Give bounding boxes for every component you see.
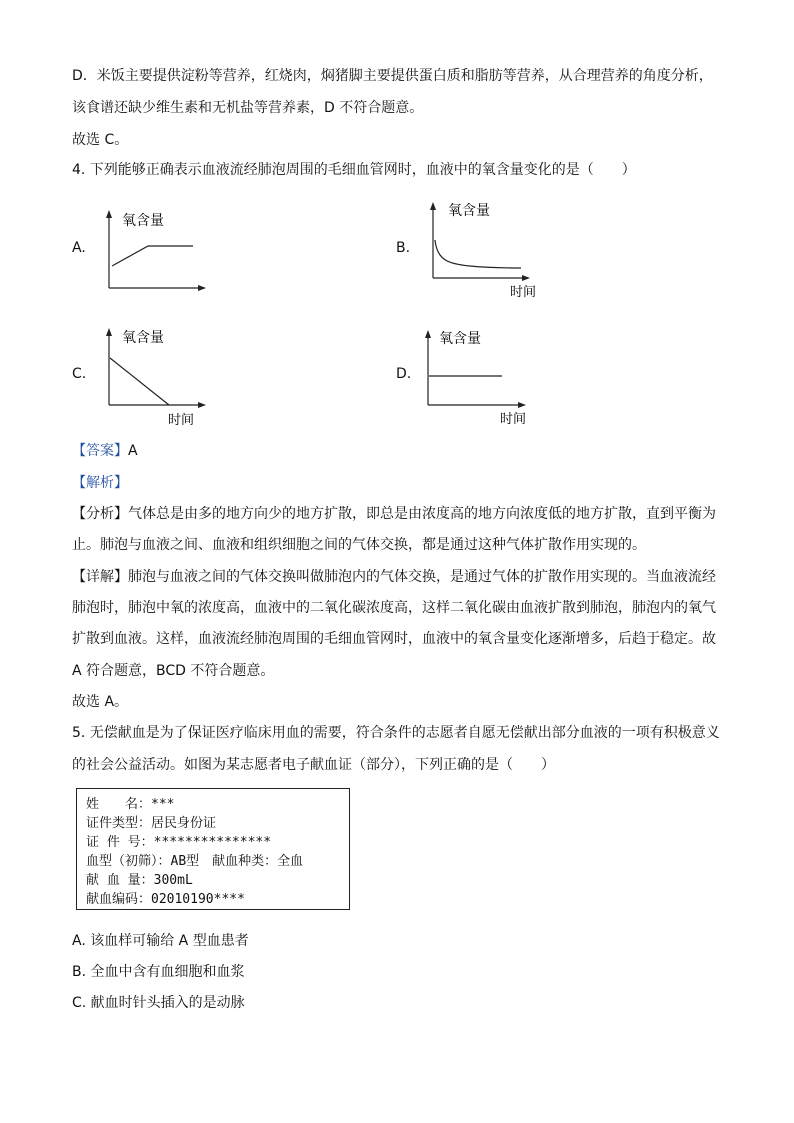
graph-a-letter: A. <box>72 240 86 256</box>
xiangjie-line3: 扩散到血液。这样，血液流经肺泡周围的毛细血管网时，血液中的氧含量变化逐渐增多，后趋于稳定。故 <box>72 631 716 647</box>
graph-b-xlabel: 时间 <box>510 285 537 300</box>
xiangjie-tag: 【详解】 <box>72 569 128 585</box>
cert-id-type-row: 证件类型：居民身份证 <box>86 816 217 831</box>
fenxi-text1: 气体总是由多的地方向少的地方扩散，即总是由浓度高的地方向浓度低的地方扩散，直到平衡为 <box>128 506 716 522</box>
graph-b <box>420 198 540 300</box>
choose-c-text: 故选 C。 <box>72 132 129 148</box>
xiangjie-text1: 肺泡与血液之间的气体交换叫做肺泡内的气体交换，是通过气体的扩散作用实现的。当血液流经 <box>128 569 716 585</box>
q5-option-a: A. 该血样可输给 A 型血患者 <box>72 933 249 949</box>
analysis-heading <box>72 473 128 493</box>
option-d-explanation-line1: D．米饭主要提供淀粉等营养，红烧肉，焖猪脚主要提供蛋白质和脂肪等营养，从合理营养的角度分析， <box>72 68 713 84</box>
cert-id-number-row: 证 件 号：*************** <box>86 835 272 850</box>
graph-d-letter: D. <box>396 366 412 382</box>
cert-volume-row: 献 血 量：300mL <box>86 873 193 888</box>
fenxi-line1 <box>72 504 716 524</box>
cert-name-row: 姓 名：*** <box>86 797 175 812</box>
graph-b-letter: B. <box>396 240 411 256</box>
graph-b-x-arrow <box>522 275 530 281</box>
graph-c-letter: C. <box>72 366 87 382</box>
fenxi-tag: 【分析】 <box>72 506 128 522</box>
fenxi-line2: 止。肺泡与血液之间、血液和组织细胞之间的气体交换，都是通过这种气体扩散作用实现的。 <box>72 537 646 553</box>
answer-line <box>72 441 138 461</box>
option-d-explanation-line2: 该食谱还缺少维生素和无机盐等营养素，D 不符合题意。 <box>72 100 424 116</box>
xiangjie-line4: A 符合题意，BCD 不符合题意。 <box>72 663 275 679</box>
graph-d <box>420 326 540 428</box>
q5-option-c: C. 献血时针头插入的是动脉 <box>72 995 245 1011</box>
xiangjie-line2: 肺泡时，肺泡中氧的浓度高，血液中的二氧化碳浓度高，这样二氧化碳由血液扩散到肺泡，肺泡内的氧气 <box>72 600 716 616</box>
question-5-stem-line2: 的社会公益活动。如图为某志愿者电子献血证（部分），下列正确的是（ ） <box>72 757 555 773</box>
choose-a-text: 故选 A。 <box>72 694 129 710</box>
answer-value: A <box>128 443 138 459</box>
cert-code-row: 献血编码：02010190**** <box>86 892 245 907</box>
graph-c-line <box>110 358 169 405</box>
graph-d-y-arrow <box>425 330 431 338</box>
graph-c <box>96 324 216 430</box>
graph-c-ylabel: 氧含量 <box>122 330 164 346</box>
question-5-stem-line1: 5. 无偿献血是为了保证医疗临床用血的需要，符合条件的志愿者自愿无偿献出部分血液的一项有积极意义 <box>72 725 720 741</box>
graph-a <box>96 206 216 296</box>
graph-a-y-arrow <box>106 210 112 218</box>
graph-c-xlabel: 时间 <box>168 413 195 428</box>
graph-c-y-arrow <box>106 328 112 336</box>
analysis-tag: 【解析】 <box>72 475 128 491</box>
graph-c-x-arrow <box>198 402 206 408</box>
graph-b-ylabel: 氧含量 <box>448 203 490 219</box>
graph-d-xlabel: 时间 <box>500 412 527 427</box>
graph-d-ylabel: 氧含量 <box>439 331 481 347</box>
graph-a-x-arrow <box>198 285 206 291</box>
graph-a-curve <box>112 246 193 266</box>
graph-d-x-arrow <box>518 402 526 408</box>
graph-a-ylabel: 氧含量 <box>122 213 164 229</box>
q5-option-b: B. 全血中含有血细胞和血浆 <box>72 964 245 980</box>
xiangjie-line1 <box>72 567 716 587</box>
question-4-stem: 4. 下列能够正确表示血液流经肺泡周围的毛细血管网时，血液中的氧含量变化的是（ ） <box>72 162 636 178</box>
cert-blood-type-row: 血型（初筛）：AB型 献血种类：全血 <box>86 854 304 869</box>
blood-donation-certificate <box>76 788 350 910</box>
answer-tag: 【答案】 <box>72 443 128 459</box>
graph-b-curve <box>435 240 521 268</box>
graph-b-y-arrow <box>430 202 436 210</box>
